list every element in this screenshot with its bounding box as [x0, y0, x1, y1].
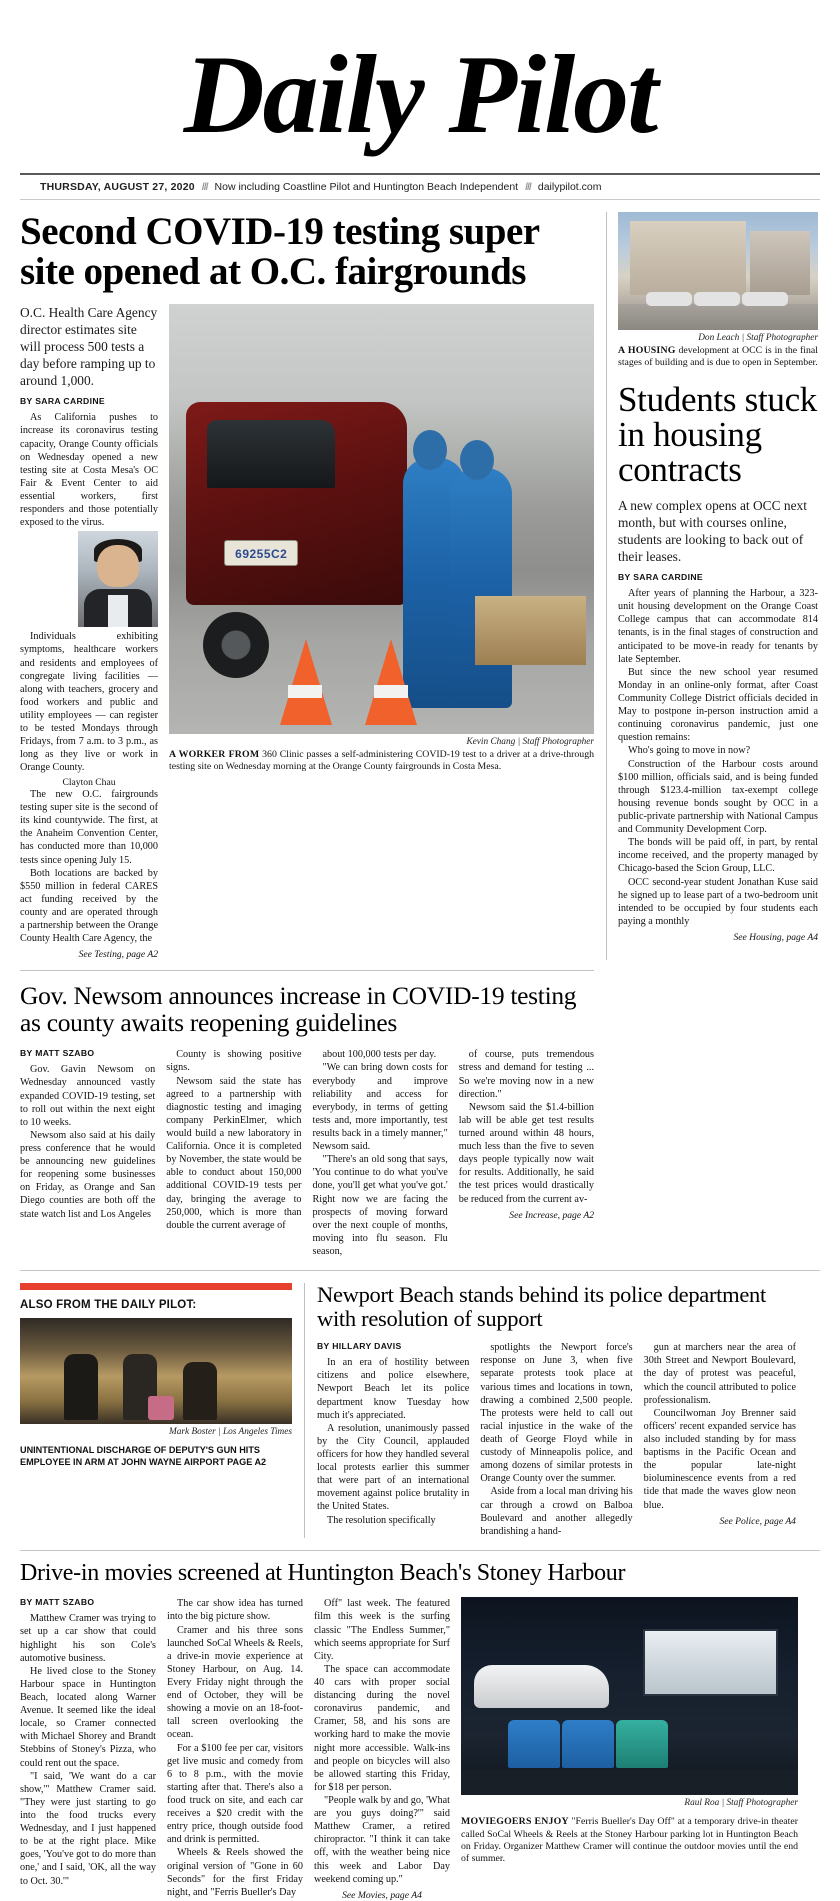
lead-jump-text: See Testing, page A2 [78, 949, 158, 961]
lead-para-4: Both locations are backed by $550 million in federal CARES act funding received by the county and are operated through a partnership between the Orange County Health Care Agency, the [20, 867, 158, 945]
traffic-cone-band-2 [374, 685, 408, 698]
police-headline[interactable]: Newport Beach stands behind its police department with resolution of support [317, 1282, 766, 1332]
police-story [304, 1283, 796, 1538]
also-label: ALSO FROM THE DAILY PILOT: [20, 1299, 197, 1312]
newsom-c3-para-3: "There's an old song that says, 'You continue to do what you've done, you'll get what you've got.' Right now we are facing the prospects of moving forward over the next couple of months, moving into flu season. Flu season, [312, 1154, 448, 1258]
airport-passenger-3 [183, 1362, 217, 1420]
newsom-jumpline[interactable] [459, 1210, 594, 1221]
movies-column-1 [20, 1597, 156, 1900]
housing-photo-car-2 [694, 292, 740, 306]
also-section-rule [20, 1270, 820, 1271]
movies-jumpline[interactable] [314, 1890, 450, 1901]
housing-para-1: After years of planning the Harbour, a 323-unit housing development on the Orange Coast College campus that can accommodate 814 tenants, is in the final stages of construction and anticipated to be move-in ready for tenants by late September. [618, 588, 818, 665]
dateline-bar [20, 175, 820, 200]
lead-body [20, 411, 158, 945]
dateline-separator-1: /// [201, 181, 208, 194]
newsom-jump-text: See Increase, page A2 [509, 1209, 594, 1221]
photo-supply-table [475, 596, 586, 665]
movies-c3-para-3: "People walk by and go, 'What are you guys doing?'" said Matthew Cramer, a retired chiropractor. "I think it can take off, with the weather being nice this week and Labor Day weekend coming up." [314, 1795, 450, 1885]
airport-caption-text: UNINTENTIONAL DISCHARGE OF DEPUTY'S GUN HITS EMPLOYEE IN ARM AT JOHN WAYNE AIRPORT [20, 1445, 260, 1467]
movies-c1-para-1: Matthew Cramer was trying to set up a car show that could highlight his son Cole's automotive business. [20, 1613, 156, 1664]
newsom-c3-para-1: about 100,000 tests per day. [322, 1049, 437, 1061]
lead-para-2-text: Individuals exhibiting symptoms, healthcare workers and residents and employees of congregate living facilities — along with teachers, grocery and food workers and public and utility employees — can register to be tested Mondays through Fridays, from 7 a.m. to 3 p.m., as long as they live or work in Orange County. [20, 631, 158, 774]
housing-photo-building-1 [630, 221, 746, 294]
photo-truck-wheel [203, 612, 269, 678]
drive-in-chair-2 [562, 1720, 614, 1768]
mug-shirt [108, 595, 127, 628]
drive-in-photo-credit: Raul Roa | Staff Photographer [684, 1798, 798, 1809]
housing-para-4: Construction of the Harbour costs around $100 million, officials said, and is being funded through $123.4-million tax-exempt college housing revenue bonds sought by OCC in a public-private partnership with National Campus and Community Development Corp. [618, 758, 818, 836]
lead-text-column [20, 304, 158, 961]
newsom-c1-para-1: Gov. Gavin Newsom on Wednesday announced vastly expanded COVID-19 testing, set to roll out within the next eight to 10 weeks. [20, 1064, 156, 1128]
newsom-c2-para-1: County is showing positive signs. [166, 1049, 302, 1074]
housing-photo-car-3 [742, 292, 788, 306]
newsom-column-4 [459, 1048, 594, 1258]
housing-caption-text: development at OCC is in the final stages of building and is due to open in September. [618, 345, 818, 369]
drive-in-car [474, 1665, 609, 1709]
newsom-byline: BY MATT SZABO [20, 1048, 95, 1059]
movies-c2-para-2: Cramer and his three sons launched SoCal Wheels & Reels, a drive-in movie experience at Stoney Harbour, on Aug. 14. Every Friday night through the end of October, they will be showing a movie on an 18-foot-tall screen overlooking the ocean. [167, 1624, 303, 1741]
traffic-cone-1 [280, 639, 332, 725]
police-jump-text: See Police, page A4 [719, 1515, 796, 1527]
housing-body [618, 587, 818, 928]
movies-columns [20, 1597, 450, 1900]
movies-jump-text: See Movies, page A4 [342, 1889, 422, 1901]
accent-red-band [20, 1283, 292, 1290]
movies-headline[interactable]: Drive-in movies screened at Huntington Beach's Stoney Harbour [20, 1559, 626, 1586]
masthead [20, 0, 820, 155]
movies-c3-para-1: Off" last week. The featured film this week is the surfing classic "The Endless Summer," which seems appropriate for Surf City. [314, 1598, 450, 1662]
newsom-c4-para-2: Newsom said the $1.4-billion lab will be able get test results turned around within 48 hours, much less than the five to seven days people typically now wait for results. Additionally, he said the test prices would drastically be reduced from the current av- [458, 1101, 594, 1205]
police-c2-para-2: Aside from a local man driving his car through a crowd on Balboa Boulevard and another allegedly brandishing a hand- [480, 1486, 633, 1537]
photo-worker-head-1 [413, 430, 447, 470]
movies-c3-para-2: The space can accommodate 40 cars with proper social distancing during the novel coronavirus pandemic, and Cramer, 58, and his sons are working hard to make the movie night more accessible. Walk-ins and people on bicycles will also be allowed starting this Friday, for $18 per person. [314, 1663, 450, 1793]
housing-story [606, 212, 818, 960]
housing-para-3: Who's going to move in now? [628, 745, 751, 757]
dateline-website[interactable]: dailypilot.com [537, 181, 602, 194]
housing-deck: A new complex opens at OCC next month, but with courses online, students are looking to back out of their leases. [618, 497, 807, 564]
housing-caption-lead-in: A HOUSING [618, 345, 676, 357]
clayton-chau-mugshot [78, 531, 158, 627]
movies-byline: BY MATT SZABO [20, 1597, 95, 1608]
lead-photo-caption [169, 749, 594, 773]
newsom-c1-para-2: Newsom also said at his daily press conference that he would be announcing new guidelines for reopening some businesses on Friday, as Orange and San Diego counties are both off the state watch list and Los Angeles [20, 1129, 156, 1220]
newsom-column-2 [166, 1048, 301, 1258]
mug-face [97, 545, 139, 587]
movies-c1-para-2: He lived close to the Stoney Harbour space in Huntington Beach, located along Warner Avenue. It seemed like the ideal locale, so Cramer connected with Michael Shorey and Brandt Stebbins of Stoney's Pizza, who could rent out the space. [20, 1665, 156, 1769]
photo-truck-cab [207, 420, 335, 489]
housing-photo-road [618, 304, 818, 330]
police-jumpline[interactable] [644, 1516, 796, 1527]
housing-para-6: OCC second-year student Jonathan Kuse said he signed up to lease part of a two-bedroom unit intended to be occupied by four students each paying a monthly [618, 876, 818, 927]
movies-c2-para-3: For a $100 fee per car, visitors get live music and comedy from 6 to 8 p.m., with the movie starting after that. There's also a food truck on site, and each car receives a $20 credit with the entry price, though outside food and drink is permitted. [167, 1742, 303, 1846]
lead-story [20, 212, 594, 960]
drive-in-chair-3 [616, 1720, 668, 1768]
housing-para-2: But since the new school year resumed Monday in an online-only format, after Coast Community College District officials decided in May to postpone in-person instruction amid a continuing coronavirus pandemic, just one question remains: [618, 666, 818, 744]
airport-photo-credit: Mark Boster | Los Angeles Times [169, 1427, 292, 1438]
airport-luggage [148, 1396, 174, 1420]
police-c1-para-2: A resolution, unanimously passed by the City Council, applauded officers for how they handled several local protests earlier this summer that were part of an international movement against police brutality in the United States. [317, 1422, 470, 1513]
newsom-columns [20, 1048, 594, 1258]
dateline-separator-2: /// [525, 181, 531, 194]
movies-c2-para-1: The car show idea has turned into the big picture show. [167, 1598, 303, 1623]
drive-in-photo [461, 1597, 798, 1795]
dateline-tagline: Now including Coastline Pilot and Huntington Beach Independent [214, 181, 519, 194]
movies-column-2 [167, 1597, 303, 1900]
newsom-c3-para-2: "We can bring down costs for everybody and improve reliability and access for everybody, in terms of getting tests and, more importantly, test results back in a timely manner," Newsom said. [312, 1062, 448, 1153]
movies-c2-para-4: Wheels & Reels showed the original version of "Gone in 60 Seconds" for the first Friday night, and "Ferris Bueller's Day [167, 1847, 303, 1898]
police-column-3 [644, 1341, 796, 1538]
movies-column-3 [314, 1597, 450, 1900]
housing-photo [618, 212, 818, 330]
drive-in-movie-screen [643, 1629, 778, 1696]
newsom-c2-para-2: Newsom said the state has agreed to a partnership with diagnostic testing and imaging company PerkinElmer, which would build a new laboratory in California. Once it is completed by November, the state would be able to conduct about 150,000 additional COVID-19 tests per day, bringing the average to 250,000, which is more than double the current average of [166, 1075, 302, 1231]
police-c3-para-1: gun at marchers near the area of 30th Street and Newport Boulevard, the day of protest was peaceful, which the council attributed to police professionalism. [643, 1342, 796, 1406]
photo-license-plate: 69255C2 [224, 540, 298, 566]
lead-headline[interactable]: Second COVID-19 testing super site opened at O.C. fairgrounds [20, 210, 539, 293]
lead-para-2 [20, 529, 158, 774]
mugshot-caption: Clayton Chau [62, 776, 116, 788]
drive-in-caption [461, 1816, 798, 1865]
police-c3-para-2: Councilwoman Joy Brenner said officers' recent expanded service has also included standing by for mass baptisms in the Pacific Ocean and the popular late-night bioluminescence events from a red tide that made the waves glow neon blue. [643, 1407, 796, 1511]
lead-story-section [20, 200, 820, 960]
lead-photo [169, 304, 594, 734]
lead-caption-lead-in: A WORKER FROM [169, 748, 260, 760]
movies-story [20, 1551, 820, 1901]
housing-byline: BY SARA CARDINE [618, 572, 703, 583]
newsom-column-1 [20, 1048, 155, 1258]
newsom-story [20, 971, 594, 1258]
housing-jumpline[interactable] [618, 932, 818, 943]
newsom-column-3 [313, 1048, 448, 1258]
housing-photo-building-2 [750, 231, 810, 295]
police-column-1 [317, 1341, 469, 1538]
drive-in-caption-lead-in: MOVIEGOERS ENJOY [461, 1816, 569, 1828]
traffic-cone-band-1 [288, 685, 322, 698]
movies-row [20, 1597, 820, 1900]
housing-photo-caption [618, 345, 818, 369]
lead-byline: BY SARA CARDINE [20, 396, 105, 407]
lead-para-3: The new O.C. fairgrounds testing super site is the second of its kind countywide. The first, at the Anaheim Convention Center, has conducted more than 10,000 tests since opening July 15. [20, 789, 158, 866]
movies-photo-block [461, 1597, 798, 1900]
lead-jumpline[interactable] [20, 949, 158, 960]
police-c2-para-1: spotlights the Newport force's response on June 3, when five separate protests took place at various times and locations in town, drawing a combined 2,500 people. The protests were held to call out racial injustice in the wake of the death of George Floyd while in custody of Minneapolis police, and among dozens of similar protests in Orange County over the summer. [480, 1342, 633, 1485]
housing-photo-credit: Don Leach | Staff Photographer [698, 333, 818, 344]
newsom-headline[interactable]: Gov. Newsom announces increase in COVID-19 testing as county awaits reopening guidelines [20, 981, 577, 1038]
airport-passenger-1 [64, 1354, 98, 1420]
airport-caption-page: PAGE A2 [224, 1456, 267, 1467]
airport-caption[interactable] [20, 1445, 292, 1469]
dateline-date: THURSDAY, AUGUST 27, 2020 [40, 181, 195, 194]
movies-c1-para-3: "I said, 'We want do a car show,'" Matthew Cramer said. "They were just starting to go into the food trucks every Wednesday, and I just happened to be at the right place. Mike goes, 'You've got to do more than one,' and I said, 'OK, all the way to Oct. 30.'" [20, 1770, 156, 1887]
lead-deck: O.C. Health Care Agency director estimates site will process 500 tests a day before ramping up to around 1,000. [20, 304, 158, 389]
housing-para-5: The bonds will be paid off, in part, by rental income received, and the property managed by Chicago-based the Scion Group, LLC. [618, 837, 818, 875]
photo-healthcare-worker-2 [450, 468, 512, 708]
drive-in-ground [461, 1770, 798, 1796]
police-byline: BY HILLARY DAVIS [317, 1341, 402, 1352]
lead-columns [20, 304, 594, 961]
lead-photo-block [169, 304, 594, 961]
housing-jump-text: See Housing, page A4 [733, 931, 818, 943]
housing-photo-car-1 [646, 292, 692, 306]
drive-in-caption-text: "Ferris Bueller's Day Off" at a temporary drive-in theater called SoCal Wheels & Reels at the Stoney Harbour parking lot in Huntington Beach on Friday. Organizer Matthew Cramer will continue the outdoor movies until the end of summer. [461, 1816, 798, 1865]
drive-in-chair-1 [508, 1720, 560, 1768]
lead-photo-credit: Kevin Chang | Staff Photographer [466, 736, 594, 747]
photo-worker-head-2 [460, 440, 494, 480]
police-columns [317, 1341, 796, 1538]
police-c1-para-3: The resolution specifically [327, 1514, 436, 1526]
police-column-2 [480, 1341, 632, 1538]
newsom-c4-para-1: of course, puts tremendous stress and demand for testing ... So we're moving now in a new direction." [458, 1049, 594, 1100]
traffic-cone-2 [365, 639, 417, 725]
housing-headline[interactable]: Students stuck in housing contracts [618, 379, 817, 489]
lead-para-1: As California pushes to increase its coronavirus testing capacity, Orange County officials on Wednesday opened a new testing site at Costa Mesa's OC Fair & Event Center to aid essential workers, first responders and those potentially exposed to the virus. [20, 412, 158, 529]
lead-caption-text: 360 Clinic passes a self-administering COVID-19 test to a driver at a drive-through testing site on Wednesday morning at the Orange County fairgrounds in Costa Mesa. [169, 748, 594, 772]
also-from-daily-pilot [20, 1283, 292, 1538]
also-and-police-section [20, 1283, 820, 1538]
airport-photo [20, 1318, 292, 1424]
police-c1-para-1: In an era of hostility between citizens and police elsewhere, Newport Beach let its police department know Tuesday how much it's appreciated. [317, 1357, 470, 1421]
masthead-title: Daily Pilot [183, 33, 657, 157]
